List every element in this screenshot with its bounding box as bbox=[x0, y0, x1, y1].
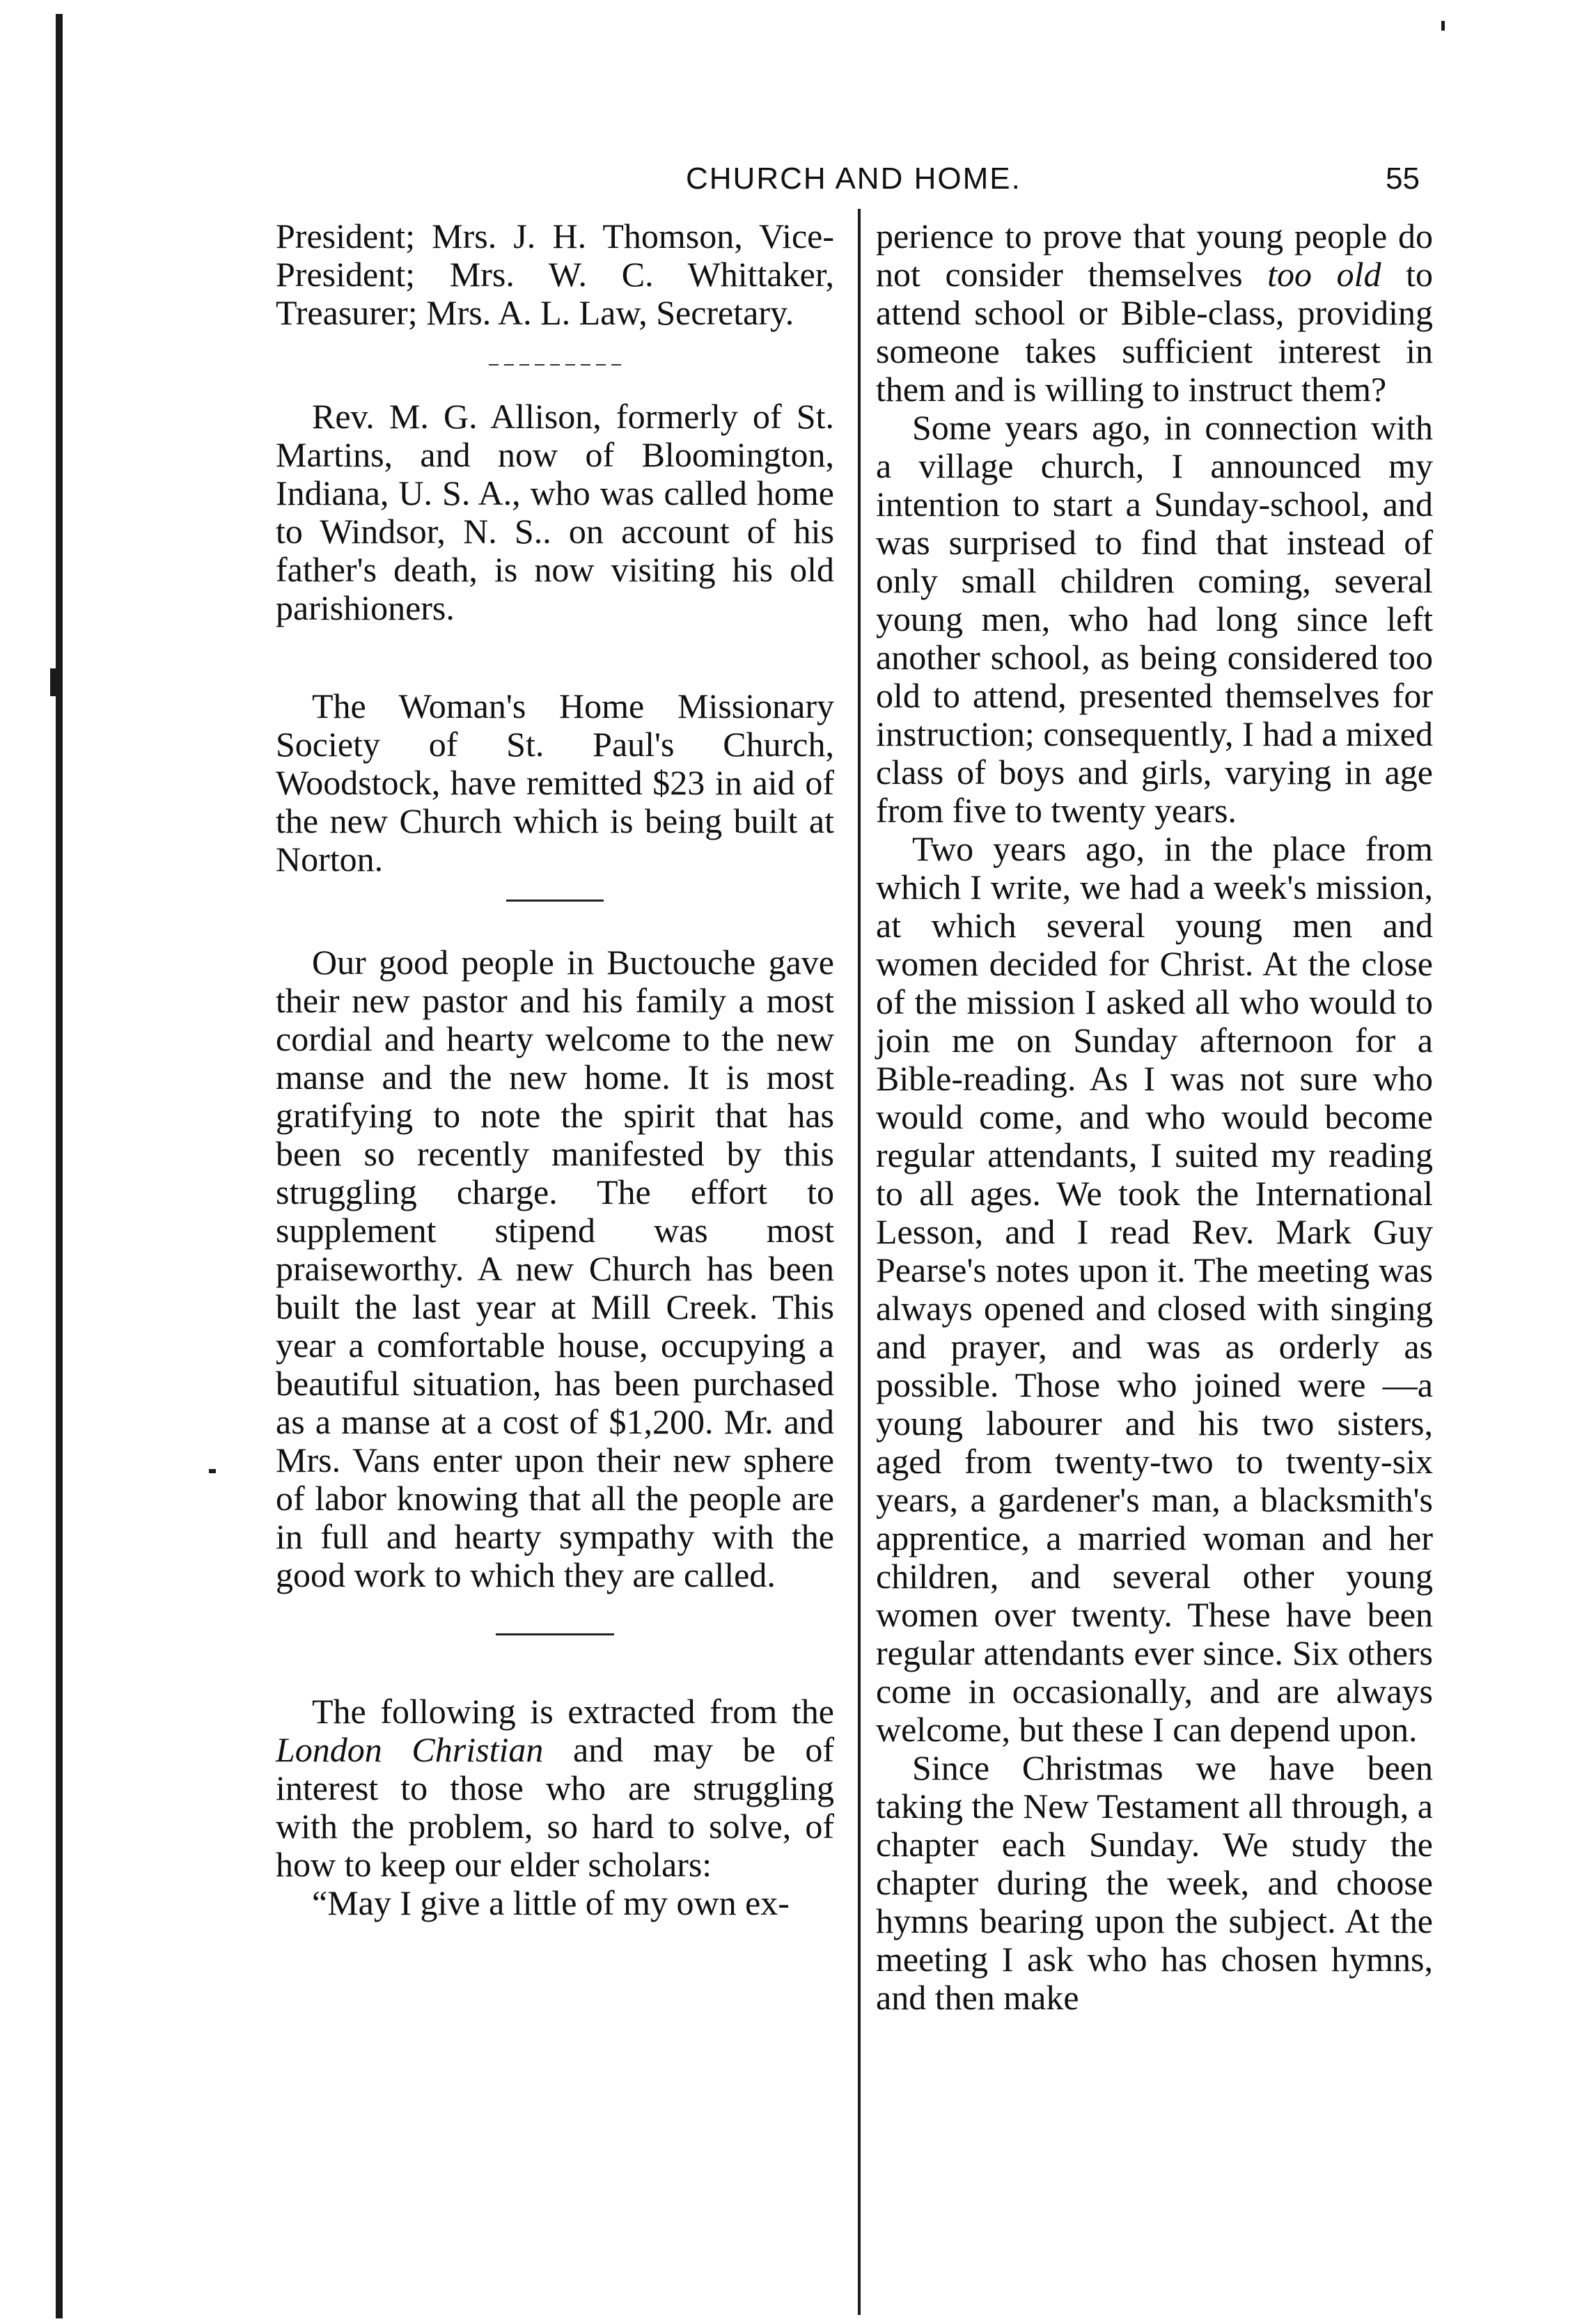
paragraph-missionary-society: The Woman's Home Missionary Society of St. Paul's Church, Woodstock, have remitted $23 in aid of the new Church which is being built at Norton. bbox=[276, 686, 834, 879]
column-rule bbox=[858, 209, 861, 2315]
emphasis-too-old: too old bbox=[1267, 255, 1381, 294]
scan-speck bbox=[209, 1469, 216, 1473]
experience-text: perience to prove that young people do not consider themselves bbox=[876, 217, 1433, 294]
paragraph-experience bbox=[876, 217, 1433, 409]
paragraph-new-testament: Since Christmas we have been taking the New Testament all through, a chapter each Sunday. We study the chapter during the week, and choose hymns bearing upon the subject. At the meeting I ask who has chosen hymns, and then make bbox=[876, 1748, 1433, 2017]
left-column bbox=[276, 217, 834, 1922]
experience-text-end: to attend school or Bible-class, providing someone takes sufficient interest in them and is willing to instruct them? bbox=[876, 255, 1433, 409]
paragraph-officers: President; Mrs. J. H. Thomson, Vice-President; Mrs. W. C. Whittaker, Treasurer; Mrs. A. L. Law, Secretary. bbox=[276, 217, 834, 332]
paragraph-buctouche: Our good people in Buctouche gave their new pastor and his family a most cordial and hearty welcome to the new manse and the new home. It is most gratifying to note the spirit that has been so recently manifested by this struggling charge. The effort to supplement stipend was most praiseworthy. A new Church has been built the last year at Mill Creek. This year a comfortable house, occupying a beautiful situation, has been purchased as a manse at a cost of $1,200. Mr. and Mrs. Vans enter upon their new sphere of labor knowing that all the people are in full and hearty sympathy with the good work to which they are called. bbox=[276, 943, 834, 1594]
publication-title: London Christian bbox=[276, 1730, 544, 1769]
extract-intro-text-end: and may be of interest to those who are struggling with the problem, so hard to solve, of how to keep our elder scholars: bbox=[276, 1730, 834, 1884]
right-column bbox=[876, 217, 1433, 2017]
page-number: 55 bbox=[1386, 162, 1420, 196]
paragraph-allison: Rev. M. G. Allison, formerly of St. Martins, and now of Bloomington, Indiana, U. S. A., who was called home to Windsor, N. S.. on account of his father's death, is now visiting his old parishioners. bbox=[276, 397, 834, 627]
scan-speck bbox=[1441, 21, 1445, 31]
paragraph-village-church: Some years ago, in connection with a village church, I announced my intention to start a Sunday-school, and was surprised to find that instead of only small children coming, several young men, who had long since left another school, as being considered too old to attend, presented themselves for instruction; consequently, I had a mixed class of boys and girls, varying in age from five to twenty years. bbox=[876, 408, 1433, 830]
paragraph-quote-start: “May I give a little of my own ex- bbox=[312, 1883, 790, 1922]
scan-speck bbox=[50, 668, 61, 696]
paragraph-extract-intro bbox=[276, 1693, 834, 1884]
paragraph-mission: Two years ago, in the place from which I write, we had a week's mission, at which several young men and women decided for Christ. At the close of the mission I asked all who would to join me on Sunday afternoon for a Bible-reading. As I was not sure who would come, and who would become regular attendants, I suited my reading to all ages. We took the International Lesson, and I read Rev. Mark Guy Pearse's notes upon it. The meeting was always opened and closed with singing and prayer, and was as orderly as possible. Those who joined were —a young labourer and his two sisters, aged from twenty-two to twenty-six years, a gardener's man, a blacksmith's apprentice, a married woman and her children, and several other young women over twenty. These have been regular attendants ever since. Six others come in occasionally, and are always welcome, but these I can depend upon. bbox=[876, 829, 1433, 1749]
extract-intro-text: The following is extracted from the bbox=[312, 1692, 834, 1731]
running-title: CHURCH AND HOME. bbox=[686, 162, 1021, 196]
binding-edge-line bbox=[56, 14, 63, 2318]
